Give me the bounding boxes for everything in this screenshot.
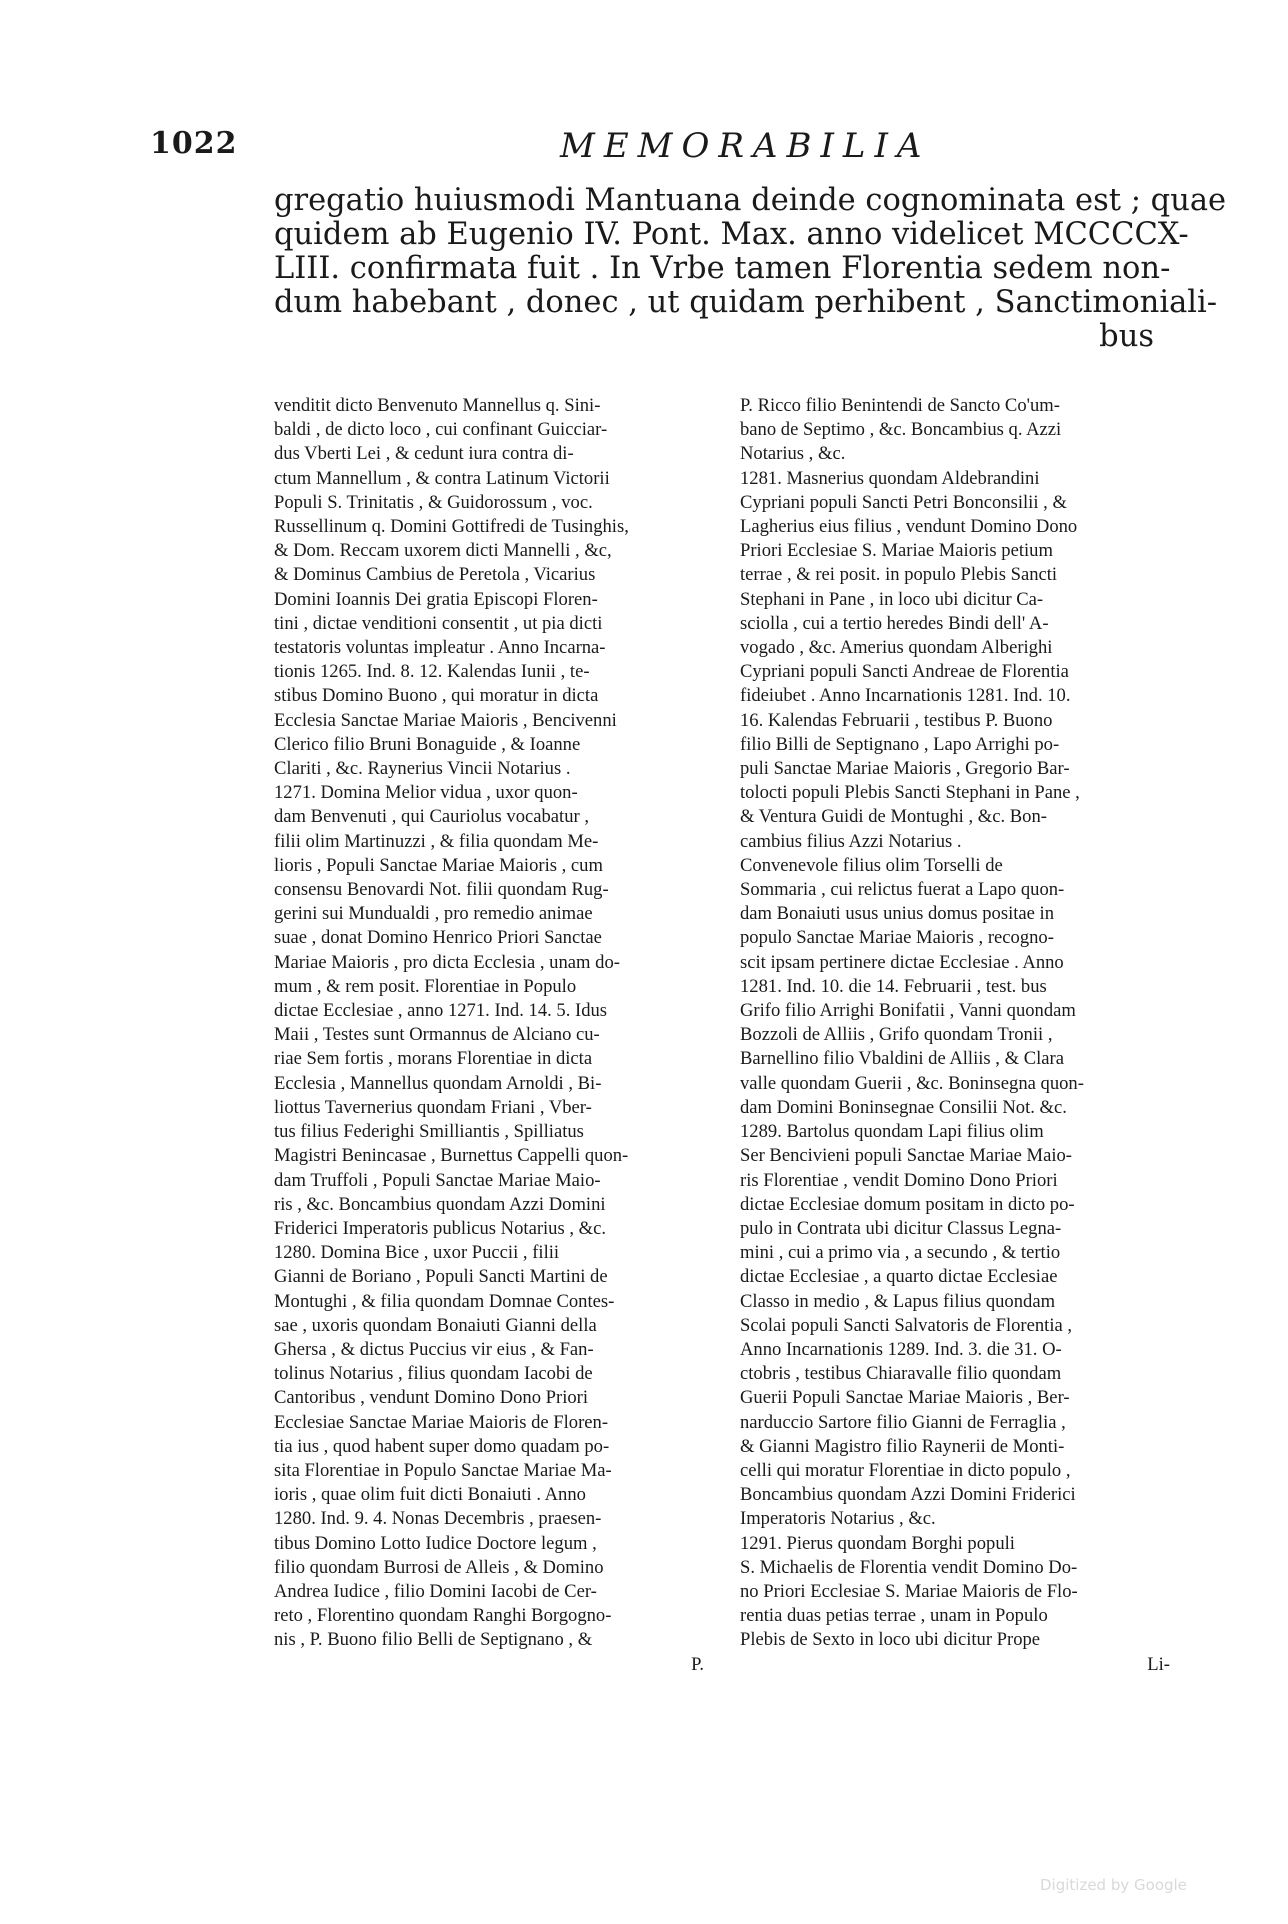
text-line: Convenevole filius olim Torselli de [740,854,1003,876]
text-line: riae Sem fortis , morans Florentiae in dicta [274,1048,593,1070]
text-line: sita Florentiae in Populo Sanctae Mariae Ma- [274,1459,612,1481]
text-line: vogado , &c. Amerius quondam Alberighi [740,637,1053,659]
intro-line: dum habebant , donec , ut quidam perhibent , Sanctimoniali- [274,285,1218,320]
text-line: Stephani in Pane , in loco ubi dicitur Ca- [740,588,1044,610]
text-line: Cypriani populi Sancti Petri Bonconsilii , & [740,491,1067,513]
running-title: MEMORABILIA [560,126,931,166]
text-line: bano de Septimo , &c. Boncambius q. Azzi [740,419,1062,441]
page-number: 1022 [150,126,238,161]
text-line: 1271. Domina Melior vidua , uxor quon- [274,782,578,804]
text-line: 1280. Domina Bice , uxor Puccii , filii [274,1242,560,1264]
text-line: ris Florentiae , vendit Domino Dono Priori [740,1169,1058,1191]
text-line: lioris , Populi Sanctae Mariae Maioris , cum [274,854,603,876]
text-line: P. Ricco filio Benintendi de Sancto Co'um- [740,395,1060,416]
text-line: dictae Ecclesiae , a quarto dictae Ecclesiae [740,1266,1058,1288]
text-line: & Ventura Guidi de Montughi , &c. Bon- [740,806,1047,828]
text-line: Guerii Populi Sanctae Mariae Maioris , Ber- [740,1387,1070,1409]
text-line: P. [691,1653,704,1675]
text-line: dam Benvenuti , qui Cauriolus vocabatur , [274,806,589,828]
text-line: Sommaria , cui relictus fuerat a Lapo quon- [740,879,1065,901]
digitization-watermark: Digitized by Google [1040,1876,1187,1894]
text-line: populo Sanctae Mariae Maioris , recogno- [740,927,1054,949]
text-line: pulo in Contrata ubi dicitur Classus Legna- [740,1217,1062,1239]
text-line: mum , & rem posit. Florentiae in Populo [274,975,577,997]
text-line: dictae Ecclesiae , anno 1271. Ind. 14. 5. Idus [274,1000,608,1022]
intro-paragraph [274,183,1227,354]
text-line: Clariti , &c. Raynerius Vincii Notarius . [274,758,571,780]
text-line: Boncambius quondam Azzi Domini Friderici [740,1484,1076,1506]
text-line: rentia duas petias terrae , unam in Populo [740,1605,1048,1627]
text-line: valle quondam Guerii , &c. Boninsegna quon- [740,1072,1084,1094]
intro-line: quidem ab Eugenio IV. Pont. Max. anno videlicet MCCCCX- [274,217,1189,252]
text-line: Ser Bencivieni populi Sanctae Mariae Maio- [740,1145,1073,1167]
text-line: Scolai populi Sancti Salvatoris de Florentia , [740,1314,1073,1336]
page-header [150,126,1150,170]
left-column [274,394,716,1677]
text-line: dictae Ecclesiae domum positam in dicto po- [740,1193,1075,1215]
text-line: venditit dicto Benvenuto Mannellus q. Sini- [274,395,601,416]
text-line: Li- [1147,1653,1170,1675]
text-line: consensu Benovardi Not. filii quondam Rug- [274,879,609,901]
text-line: Cypriani populi Sancti Andreae de Florentia [740,661,1069,683]
text-line: Populi S. Trinitatis , & Guidorossum , voc. [274,491,593,513]
text-line: dam Domini Boninsegnae Consilii Not. &c. [740,1096,1067,1118]
text-line: sciolla , cui a tertio heredes Bindi dell' A- [740,612,1049,634]
text-line: Ecclesiae Sanctae Mariae Maioris de Floren- [274,1411,609,1433]
text-line: Friderici Imperatoris publicus Notarius , &c. [274,1217,607,1239]
text-line: Priori Ecclesiae S. Mariae Maioris petium [740,540,1053,562]
text-line: Montughi , & filia quondam Domnae Contes- [274,1290,615,1312]
text-line: tolocti populi Plebis Sancti Stephani in Pane , [740,782,1080,804]
text-line: ctum Mannellum , & contra Latinum Victorii [274,467,610,489]
text-line: tini , dictae venditioni consentit , ut pia dicti [274,612,603,634]
text-line: Imperatoris Notarius , &c. [740,1508,936,1530]
text-line: Russellinum q. Domini Gottifredi de Tusinghis, [274,516,629,538]
text-line: stibus Domino Buono , qui moratur in dicta [274,685,599,707]
text-line: Clerico filio Bruni Bonaguide , & Ioanne [274,733,581,755]
text-line: Grifo filio Arrighi Bonifatii , Vanni quondam [740,1000,1076,1022]
text-line: nis , P. Buono filio Belli de Septignano , & [274,1629,593,1651]
text-line: Domini Ioannis Dei gratia Episcopi Floren- [274,588,598,610]
text-line: cambius filius Azzi Notarius . [740,830,962,852]
intro-line: LIII. confirmata fuit . In Vrbe tamen Florentia sedem non- [274,251,1171,286]
text-line: suae , donat Domino Henrico Priori Sanctae [274,927,602,949]
text-line: celli qui moratur Florentiae in dicto populo , [740,1459,1071,1481]
text-line: Cantoribus , vendunt Domino Dono Priori [274,1387,589,1409]
text-line: testatoris voluntas impleatur . Anno Incarna- [274,637,606,659]
text-line: Anno Incarnationis 1289. Ind. 3. die 31. O- [740,1338,1062,1360]
text-line: sae , uxoris quondam Bonaiuti Gianni della [274,1314,597,1336]
text-line: Barnellino filio Vbaldini de Alliis , & Clara [740,1048,1064,1070]
text-line: 1281. Ind. 10. die 14. Februarii , test. bus [740,975,1047,997]
text-line: Mariae Maioris , pro dicta Ecclesia , unam do- [274,951,620,973]
text-line: Ghersa , & dictus Puccius vir eius , & Fan- [274,1338,594,1360]
text-line: tibus Domino Lotto Iudice Doctore legum , [274,1532,597,1554]
text-line: Gianni de Boriano , Populi Sancti Martini de [274,1266,608,1288]
text-line: filio Billi de Septignano , Lapo Arrighi po- [740,733,1060,755]
text-line: dam Bonaiuti usus unius domus positae in [740,903,1055,925]
text-line: 1289. Bartolus quondam Lapi filius olim [740,1121,1044,1143]
text-line: 1281. Masnerius quondam Aldebrandini [740,467,1040,489]
text-line: tia ius , quod habent super domo quadam po- [274,1435,610,1457]
text-line: dus Vberti Lei , & cedunt iura contra di- [274,443,574,465]
text-line: Bozzoli de Alliis , Grifo quondam Tronii , [740,1024,1053,1046]
intro-line: gregatio huiusmodi Mantuana deinde cognominata est ; quae [274,183,1227,218]
text-line: Classo in medio , & Lapus filius quondam [740,1290,1056,1312]
text-line: Lagherius eius filius , vendunt Domino Dono [740,516,1078,538]
text-line: terrae , & rei posit. in populo Plebis Sancti [740,564,1058,586]
text-line: S. Michaelis de Florentia vendit Domino Do- [740,1556,1078,1578]
text-line: narduccio Sartore filio Gianni de Ferraglia , [740,1411,1066,1433]
text-line: gerini sui Mundualdi , pro remedio animae [274,903,593,925]
text-line: Ecclesia , Mannellus quondam Arnoldi , Bi- [274,1072,602,1094]
text-line: reto , Florentino quondam Ranghi Borgogno- [274,1605,612,1627]
text-line: baldi , de dicto loco , cui confinant Guicciar- [274,419,608,441]
text-line: Maii , Testes sunt Ormannus de Alciano cu- [274,1024,600,1046]
text-line: tionis 1265. Ind. 8. 12. Kalendas Iunii , te- [274,661,590,683]
text-line: liottus Tavernerius quondam Friani , Vber- [274,1096,592,1118]
text-line: filii olim Martinuzzi , & filia quondam Me- [274,830,599,852]
text-line: Plebis de Sexto in loco ubi dicitur Prope [740,1629,1041,1651]
text-line: Andrea Iudice , filio Domini Iacobi de Cer- [274,1580,597,1602]
text-line: ctobris , testibus Chiaravalle filio quondam [740,1363,1062,1385]
text-line: Notarius , &c. [740,443,846,465]
text-line: mini , cui a primo via , a secundo , & tertio [740,1242,1061,1264]
text-line: tolinus Notarius , filius quondam Iacobi de [274,1363,593,1385]
text-line: 16. Kalendas Februarii , testibus P. Buono [740,709,1053,731]
text-line: no Priori Ecclesiae S. Mariae Maioris de Flo- [740,1580,1078,1602]
text-line: 1280. Ind. 9. 4. Nonas Decembris , praesen- [274,1508,602,1530]
text-line: fideiubet . Anno Incarnationis 1281. Ind. 10. [740,685,1071,707]
text-line: & Gianni Magistro filio Raynerii de Monti- [740,1435,1065,1457]
text-line: filio quondam Burrosi de Alleis , & Domino [274,1556,604,1578]
text-line: ioris , quae olim fuit dicti Bonaiuti . Anno [274,1484,586,1506]
text-line: ris , &c. Boncambius quondam Azzi Domini [274,1193,606,1215]
right-column [740,394,1182,1677]
text-line: scit ipsam pertinere dictae Ecclesiae . Anno [740,951,1064,973]
text-line: tus filius Federighi Smilliantis , Spilliatus [274,1121,584,1143]
text-line: Ecclesia Sanctae Mariae Maioris , Bencivenni [274,709,617,731]
text-line: & Dom. Reccam uxorem dicti Mannelli , &c, [274,540,612,562]
intro-line: bus [1099,319,1154,354]
text-line: Magistri Benincasae , Burnettus Cappelli quon- [274,1145,629,1167]
text-line: dam Truffoli , Populi Sanctae Mariae Maio- [274,1169,601,1191]
text-line: 1291. Pierus quondam Borghi populi [740,1532,1015,1554]
text-line: & Dominus Cambius de Peretola , Vicarius [274,564,596,586]
text-line: puli Sanctae Mariae Maioris , Gregorio Bar- [740,758,1070,780]
